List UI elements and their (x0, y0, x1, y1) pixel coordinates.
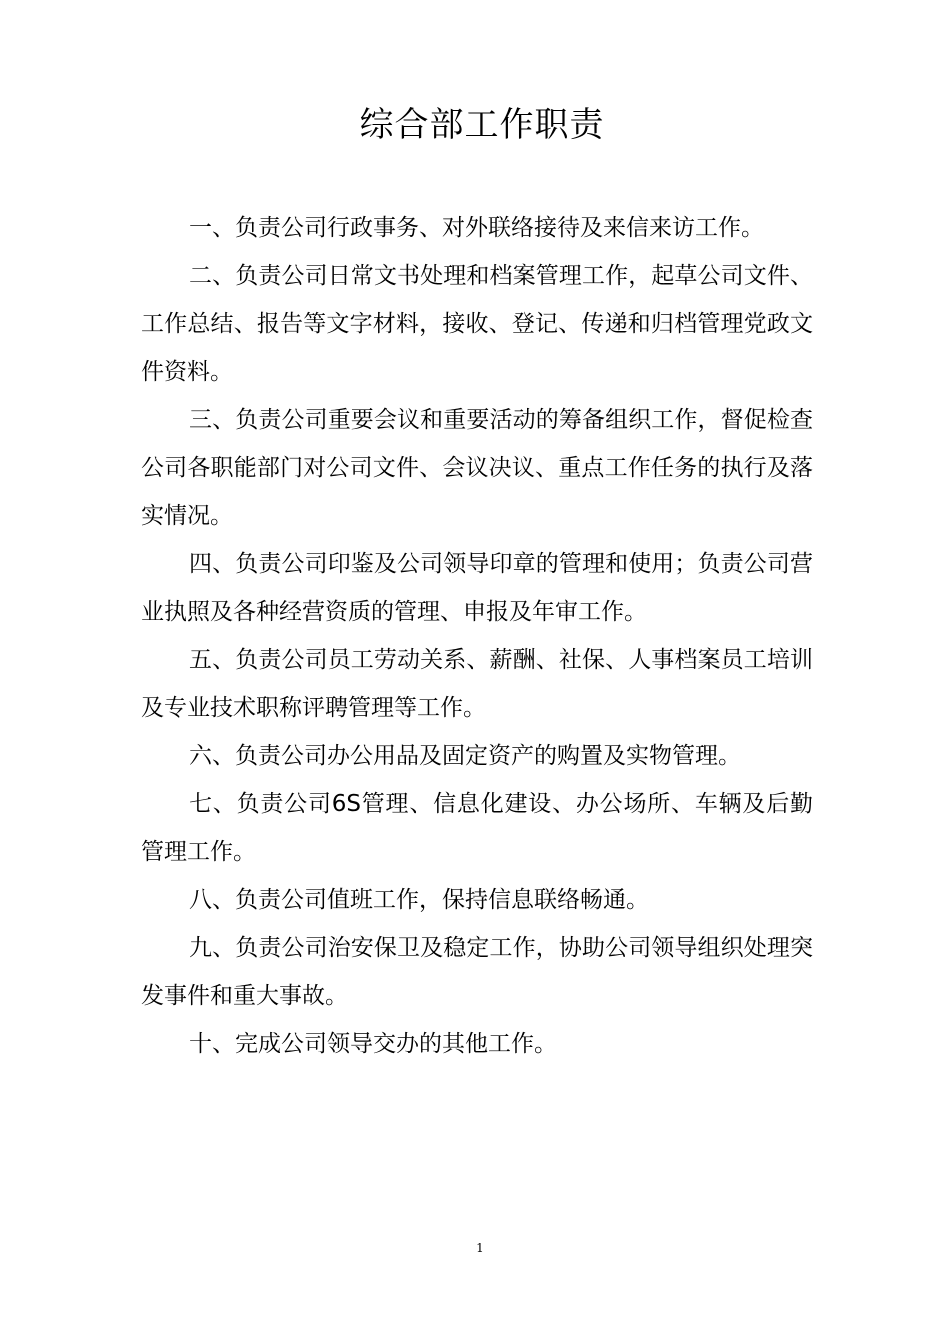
document-title: 综合部工作职责 (359, 105, 605, 145)
document-body (141, 204, 813, 1068)
page-number: 1 (476, 1241, 484, 1255)
duty-item-10: 十、完成公司领导交办的其他工作。 (189, 1031, 557, 1057)
duty-item-4: 四、负责公司印鉴及公司领导印章的管理和使用；负责公司营业执照及各种经营资质的管理、申报及年审工作。 (141, 551, 813, 625)
duty-item-2: 二、负责公司日常文书处理和档案管理工作，起草公司文件、工作总结、报告等文字材料，接收、登记、传递和归档管理党政文件资料。 (141, 263, 813, 385)
duty-item-3: 三、负责公司重要会议和重要活动的筹备组织工作，督促检查公司各职能部门对公司文件、会议决议、重点工作任务的执行及落实情况。 (141, 407, 813, 529)
duty-item-9: 九、负责公司治安保卫及稳定工作，协助公司领导组织处理突发事件和重大事故。 (141, 935, 813, 1009)
duty-item-5: 五、负责公司员工劳动关系、薪酬、社保、人事档案员工培训及专业技术职称评聘管理等工作。 (141, 647, 813, 721)
duty-item-7: 七、负责公司6S管理、信息化建设、办公场所、车辆及后勤管理工作。 (141, 791, 813, 865)
duty-item-1: 一、负责公司行政事务、对外联络接待及来信来访工作。 (189, 215, 764, 241)
duty-item-8: 八、负责公司值班工作，保持信息联络畅通。 (189, 887, 649, 913)
duty-item-6: 六、负责公司办公用品及固定资产的购置及实物管理。 (189, 743, 741, 769)
